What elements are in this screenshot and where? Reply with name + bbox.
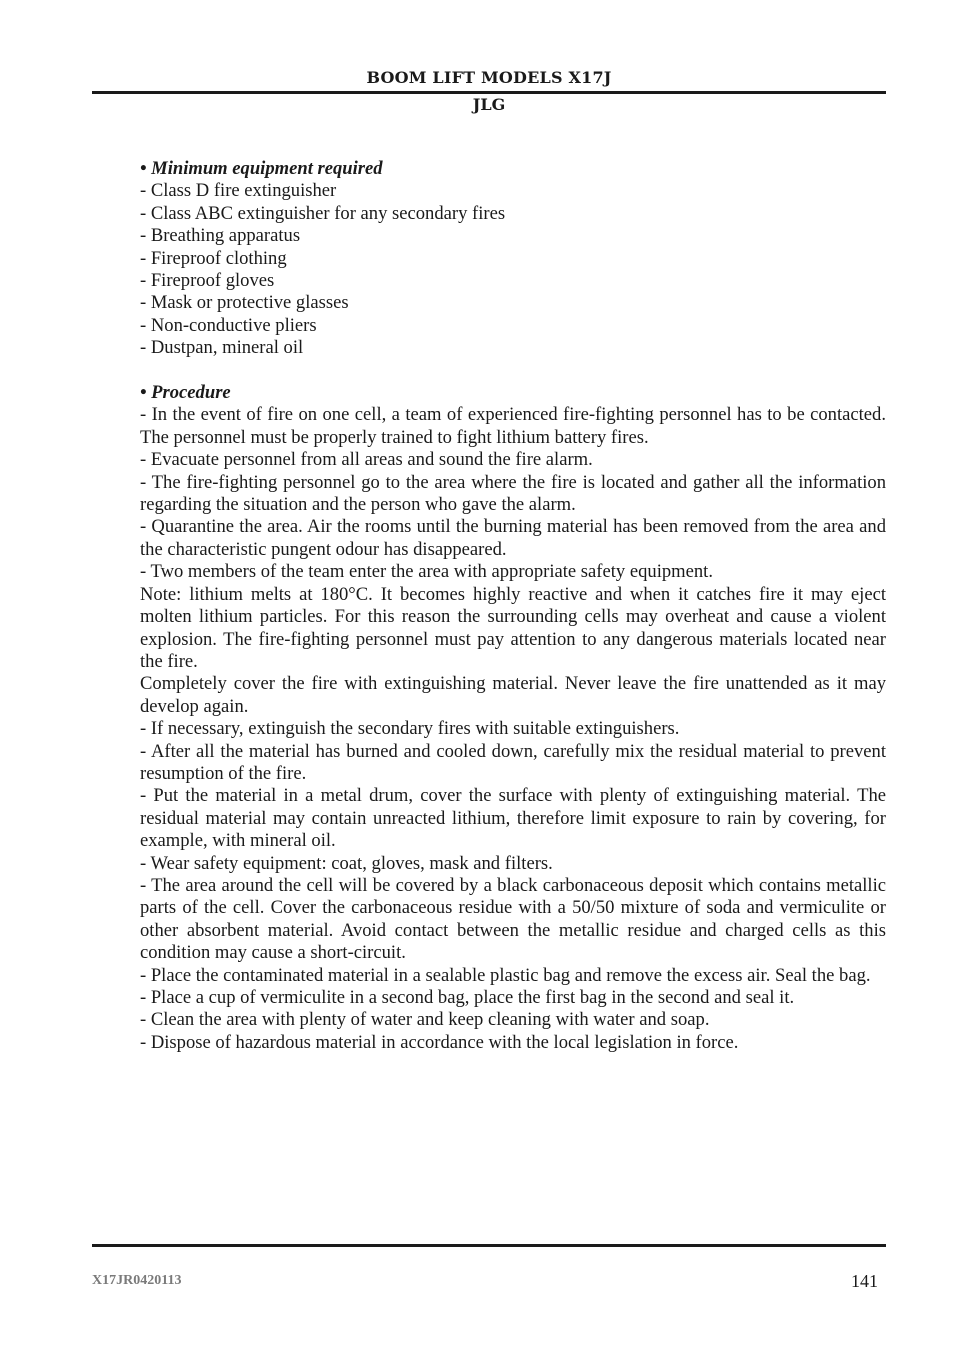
document-code: X17JR0420113 — [92, 1273, 182, 1288]
procedure-step: - Place a cup of vermiculite in a second bag, place the first bag in the second and seal it. — [140, 987, 795, 1009]
list-item: - Class D fire extinguisher — [140, 180, 337, 202]
procedure-step: - The fire-fighting personnel go to the area where the fire is located and gather all the information regarding the situation and the person who gave the alarm. — [140, 471, 886, 516]
procedure-step: - In the event of fire on one cell, a team of experienced fire-fighting personnel has to be contacted. The personnel must be properly trained to fight lithium battery fires. — [140, 404, 886, 448]
section-procedure — [140, 382, 886, 1054]
page-body — [140, 158, 886, 1054]
header-rule — [92, 91, 886, 94]
procedure-step: - Quarantine the area. Air the rooms until the burning material has been removed from the area and the characteristic pungent odour has disappeared. — [140, 516, 886, 560]
procedure-step: - Place the contaminated material in a sealable plastic bag and remove the excess air. Seal the bag. — [140, 964, 871, 986]
section-heading: • Minimum equipment required — [140, 158, 383, 179]
list-item: - Non-conductive pliers — [140, 314, 317, 336]
list-item: - Dustpan, mineral oil — [140, 337, 304, 359]
list-item: - Class ABC extinguisher for any secondary fires — [140, 202, 506, 224]
footer-rule — [92, 1244, 886, 1247]
manufacturer-name: JLG — [472, 95, 506, 114]
procedure-step: - Dispose of hazardous material in accordance with the local legislation in force. — [140, 1031, 739, 1053]
procedure-note: Note: lithium melts at 180°C. It becomes highly reactive and when it catches fire it may eject molten lithium particles. For this reason the surrounding cells may overheat and cause a violent explosion. The fire-fighting personnel must pay attention to any dangerous materials located near the fire. — [140, 583, 886, 672]
section-heading: • Procedure — [140, 382, 231, 404]
section-minimum-equipment — [140, 158, 886, 360]
procedure-step: - Two members of the team enter the area with appropriate safety equipment. — [140, 561, 713, 583]
procedure-step: - After all the material has burned and cooled down, carefully mix the residual material to prevent resumption of the fire. — [140, 740, 886, 784]
procedure-step: - If necessary, extinguish the secondary fires with suitable extinguishers. — [140, 718, 680, 740]
procedure-step: - The area around the cell will be covered by a black carbonaceous deposit which contains metallic parts of the cell. Cover the carbonaceous residue with a 50/50 mixture of soda and vermiculite or other absorbent material. Avoid contact between the metallic residue and charged cells as this condition may cause a short-circuit. — [140, 874, 886, 964]
list-item: - Breathing apparatus — [140, 225, 301, 247]
procedure-step: - Put the material in a metal drum, cover the surface with plenty of extinguishing material. The residual material may contain unreacted lithium, therefore limit exposure to rain by covering, for example, with mineral oil. — [140, 785, 886, 852]
procedure-step: - Wear safety equipment: coat, gloves, mask and filters. — [140, 852, 553, 874]
procedure-step: - Clean the area with plenty of water and keep cleaning with water and soap. — [140, 1009, 710, 1031]
list-item: - Mask or protective glasses — [140, 292, 349, 314]
document-title: BOOM LIFT MODELS X17J — [366, 68, 612, 87]
page-number: 141 — [851, 1271, 878, 1291]
procedure-step: - Evacuate personnel from all areas and sound the fire alarm. — [140, 449, 593, 471]
list-item: - Fireproof clothing — [140, 247, 287, 269]
section-spacer — [140, 360, 886, 382]
list-item: - Fireproof gloves — [140, 270, 275, 292]
procedure-step: Completely cover the fire with extinguishing material. Never leave the fire unattended as it may develop again. — [140, 673, 886, 717]
